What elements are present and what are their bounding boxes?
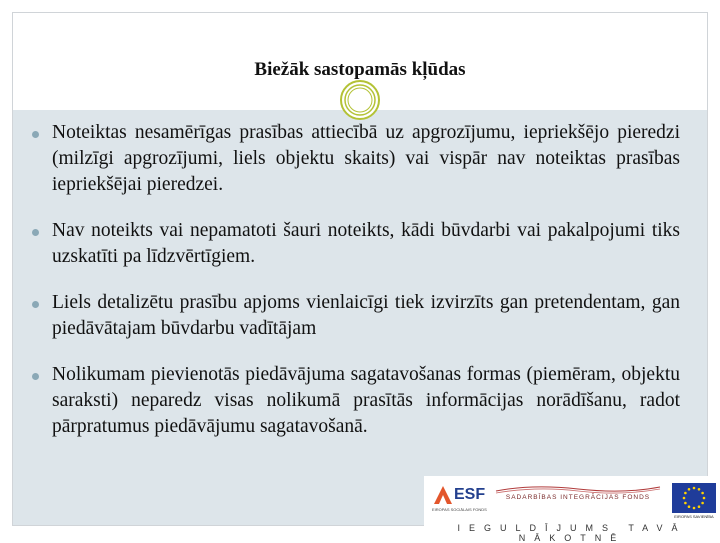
ornament-ring-icon <box>339 79 381 121</box>
slide-title: Biežāk sastopamās kļūdas <box>254 59 466 80</box>
sponsor-logo-bar <box>424 476 720 543</box>
esf-mark-icon <box>432 484 454 506</box>
esf-subtitle: EIROPAS SOCIĀLAIS FONDS <box>432 507 487 512</box>
eu-caption: EIROPAS SAVIENĪBA <box>674 514 714 519</box>
fund-label: SADARBĪBAS INTEGRĀCIJAS FONDS <box>505 494 651 501</box>
bullet-dot-icon <box>32 131 39 138</box>
bullet-dot-icon <box>32 373 39 380</box>
bullet-text: Liels detalizētu prasību apjoms vienlaicīgi tiek izvirzīts gan pretendentam, gan piedāvātajam būvdarbu vadītājam <box>52 292 680 339</box>
eu-flag-icon <box>672 483 716 513</box>
bullet-list <box>28 120 680 460</box>
bullet-text: Noteiktas nesamērīgas prasības attiecībā uz apgrozījumu, iepriekšējo pieredzi (milzīgi apgrozījumi, liels objektu skaits) vai vispār nav noteiktas prasības iepriekšējai pieredzei. <box>52 122 680 195</box>
bullet-item <box>28 290 680 342</box>
bullet-dot-icon <box>32 301 39 308</box>
slogan: IEGULDĪJUMS TAVĀ NĀKOTNĒ <box>457 523 687 543</box>
bullet-item <box>28 218 680 270</box>
fund-logo <box>492 484 664 512</box>
bullet-item <box>28 362 680 440</box>
fund-wave-icon <box>492 484 664 494</box>
bullet-dot-icon <box>32 229 39 236</box>
bullet-item <box>28 120 680 198</box>
bullet-text: Nolikumam pievienotās piedāvājuma sagatavošanas formas (piemēram, objektu saraksti) neparedz visas nolikumā prasītās informācijas norādīšanu, radot pārpratumus piedāvājumu sagatavošanā. <box>52 364 680 437</box>
esf-label: ESF <box>454 486 486 503</box>
bullet-text: Nav noteikts vai nepamatoti šauri noteikts, kādi būvdarbi vai pakalpojumi tiks uzskatīti pa līdzvērtīgiem. <box>52 220 680 267</box>
esf-logo <box>432 484 486 514</box>
